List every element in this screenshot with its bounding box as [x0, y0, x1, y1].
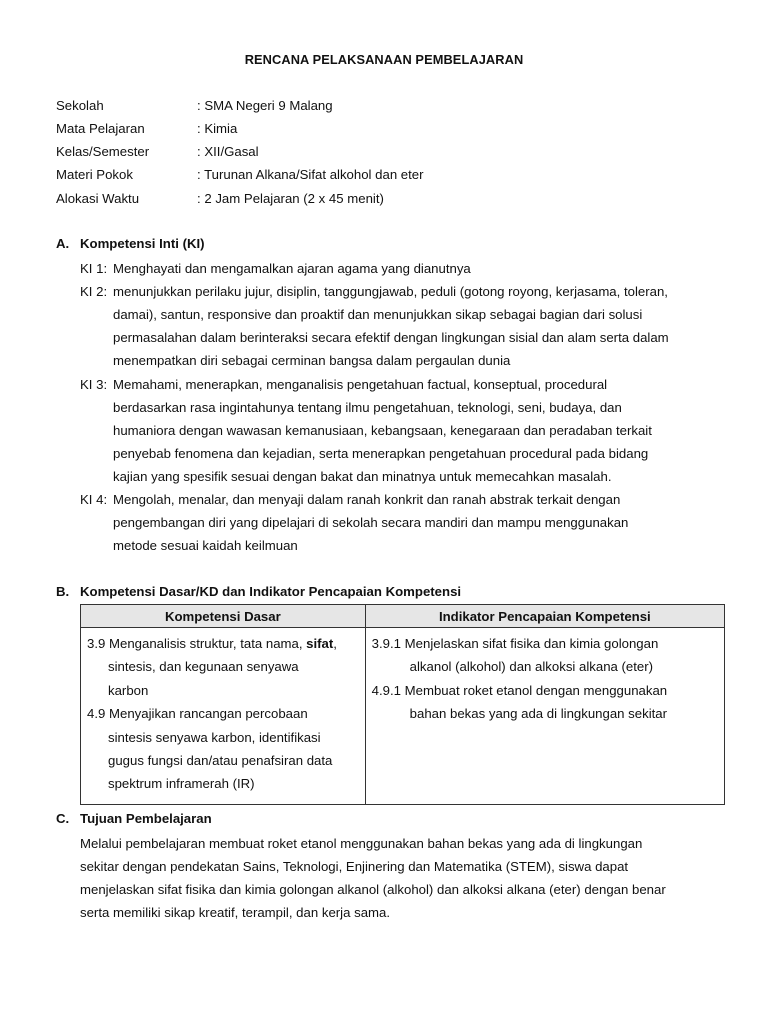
header-indikator: Indikator Pencapaian Kompetensi [365, 605, 724, 628]
paragraph-line: sekitar dengan pendekatan Sains, Teknologi, Enjinering dan Matematika (STEM), siswa dapat [80, 859, 629, 874]
section-letter: A. [56, 236, 70, 251]
section-letter: C. [56, 811, 70, 826]
kd-cell [81, 628, 366, 805]
ki-code: KI 4: [80, 492, 108, 507]
section-title: Kompetensi Dasar/KD dan Indikator Pencapaian Kompetensi [80, 584, 462, 599]
identity-label: Materi Pokok [56, 167, 133, 182]
ki-item-2 [80, 280, 720, 372]
identity-label: Sekolah [56, 98, 104, 113]
ki-code: KI 1: [80, 261, 108, 276]
ki-line: humaniora dengan wawasan kemanusiaan, kebangsaan, kenegaraan dan peradaban terkait [113, 423, 652, 438]
kd-line: sintesis, dan kegunaan senyawa [108, 659, 299, 675]
identity-value: : 2 Jam Pelajaran (2 x 45 menit) [197, 191, 384, 206]
header-kompetensi-dasar: Kompetensi Dasar [81, 605, 366, 628]
paragraph-line: serta memiliki sikap kreatif, terampil, dan kerja sama. [80, 905, 391, 920]
paragraph-line: menjelaskan sifat fisika dan kimia golongan alkanol (alkohol) dan alkoksi alkana (eter) dengan benar [80, 882, 666, 897]
section-title: Tujuan Pembelajaran [80, 811, 212, 826]
ki-line: menempatkan diri sebagai cerminan bangsa dalam pergaulan dunia [113, 353, 511, 368]
kd-line: sintesis senyawa karbon, identifikasi [108, 729, 321, 745]
ipk-line: alkanol (alkohol) dan alkoksi alkana (eter) [409, 659, 654, 675]
ki-line: penyebab fenomena dan kejadian, serta menerapkan pengetahuan procedural pada bidang [113, 446, 649, 461]
identity-label: Alokasi Waktu [56, 191, 140, 206]
table-row [81, 628, 725, 805]
ki-item-3 [80, 373, 720, 488]
ipk-line: bahan bekas yang ada di lingkungan sekitar [409, 706, 668, 722]
ki-item-1 [80, 257, 720, 280]
ki-line: Memahami, menerapkan, menganalisis pengetahuan factual, konseptual, procedural [113, 377, 608, 392]
ki-line: pengembangan diri yang dipelajari di sekolah secara mandiri dan mampu menggunakan [113, 515, 629, 530]
identity-value: : XII/Gasal [197, 144, 259, 159]
identity-value: : Turunan Alkana/Sifat alkohol dan eter [197, 167, 424, 182]
ki-code: KI 3: [80, 377, 108, 392]
ki-code: KI 2: [80, 284, 108, 299]
kd-line [81, 632, 365, 655]
ki-line: permasalahan dalam berinteraksi secara efektif dengan lingkungan sisial dan alam serta dalam [113, 330, 669, 345]
section-letter: B. [56, 584, 70, 599]
kd-ipk-table [80, 604, 725, 805]
kd-text: , [333, 636, 337, 651]
tujuan-paragraph [80, 832, 720, 924]
kd-text: 3.9 Menganalisis struktur, tata nama, [87, 636, 307, 651]
kd-line: karbon [108, 682, 149, 698]
ki-line: damai), santun, responsive dan proaktif dan menunjukkan sikap sebagai bagian dari solusi [113, 307, 643, 322]
identity-value: : SMA Negeri 9 Malang [197, 98, 333, 113]
ki-line: metode sesuai kaidah keilmuan [113, 538, 298, 553]
kd-line: 4.9 Menyajikan rancangan percobaan [87, 706, 308, 722]
identity-label: Mata Pelajaran [56, 121, 145, 136]
ki-line: menunjukkan perilaku jujur, disiplin, tanggungjawab, peduli (gotong royong, kerjasama, toleran, [113, 284, 668, 299]
identity-value: : Kimia [197, 121, 238, 136]
paragraph-line: Melalui pembelajaran membuat roket etanol menggunakan bahan bekas yang ada di lingkungan [80, 836, 643, 851]
ipk-cell [365, 628, 724, 805]
identity-label: Kelas/Semester [56, 144, 150, 159]
kd-line: gugus fungsi dan/atau penafsiran data [108, 753, 333, 769]
ipk-line: 3.9.1 Menjelaskan sifat fisika dan kimia golongan [371, 636, 659, 651]
ki-line: kajian yang spesifik sesuai dengan bakat dan minatnya untuk memecahkan masalah. [113, 469, 612, 484]
table-header-row [81, 605, 725, 628]
ki-line: Mengolah, menalar, dan menyaji dalam ranah konkrit dan ranah abstrak terkait dengan [113, 492, 621, 507]
ki-line: berdasarkan rasa ingintahunya tentang ilmu pengetahuan, teknologi, seni, budaya, dan [113, 400, 622, 415]
ki-item-4 [80, 488, 720, 557]
section-title: Kompetensi Inti (KI) [80, 236, 205, 251]
ki-line: Menghayati dan mengamalkan ajaran agama yang dianutnya [113, 261, 471, 276]
ipk-line: 4.9.1 Membuat roket etanol dengan menggunakan [371, 682, 668, 698]
kd-bold-text: sifat [306, 636, 334, 651]
kd-line: spektrum inframerah (IR) [108, 776, 255, 792]
document-title: RENCANA PELAKSANAAN PEMBELAJARAN [244, 52, 524, 67]
